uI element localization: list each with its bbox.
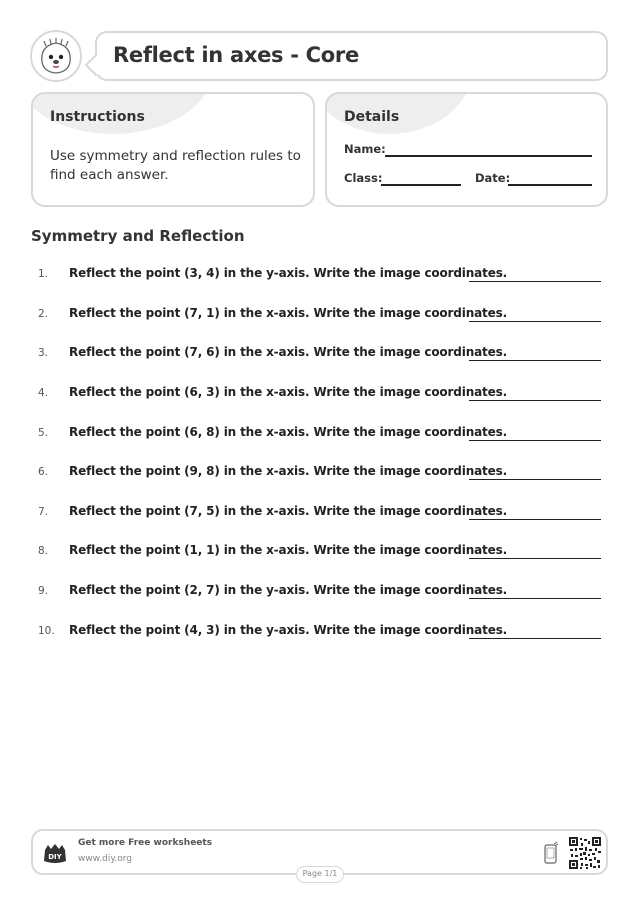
answer-line[interactable] [469,400,601,401]
answer-line[interactable] [469,479,601,480]
diy-logo-icon[interactable] [42,841,68,865]
section-title: Symmetry and Reflection [31,227,245,245]
date-label: Date: [475,171,511,185]
answer-line[interactable] [469,440,601,441]
question-number: 8. [38,545,49,557]
question-row [0,304,640,326]
question-number: 5. [38,427,49,439]
answer-line[interactable] [469,281,601,282]
phone-icon [543,841,559,865]
question-row [0,383,640,405]
question-text: Reflect the point (9, 8) in the x-axis. Write the image coordinates. [69,464,508,478]
answer-line[interactable] [469,638,601,639]
mascot-icon [30,30,82,82]
question-row [0,581,640,603]
logo-text: DIY [48,853,62,861]
class-label: Class: [344,171,383,185]
question-row [0,343,640,365]
question-number: 4. [38,387,49,399]
question-text: Reflect the point (4, 3) in the y-axis. Write the image coordinates. [69,623,508,637]
mascot-face-icon [32,32,80,80]
question-row [0,264,640,286]
answer-line[interactable] [469,519,601,520]
answer-line[interactable] [469,321,601,322]
instructions-text: Use symmetry and reflection rules to find each answer. [50,148,301,183]
question-number: 6. [38,466,49,478]
question-text: Reflect the point (7, 5) in the x-axis. Write the image coordinates. [69,504,508,518]
details-card [325,92,608,207]
name-label: Name: [344,142,386,156]
question-number: 3. [38,347,49,359]
question-row [0,423,640,445]
question-text: Reflect the point (1, 1) in the x-axis. Write the image coordinates. [69,543,508,557]
footer-promo: Get more Free worksheets [78,838,213,848]
answer-line[interactable] [469,558,601,559]
question-number: 1. [38,268,49,280]
question-row [0,541,640,563]
date-field[interactable] [508,184,592,186]
name-field[interactable] [385,155,592,157]
question-text: Reflect the point (6, 3) in the x-axis. Write the image coordinates. [69,385,508,399]
question-number: 9. [38,585,49,597]
answer-line[interactable] [469,360,601,361]
question-number: 2. [38,308,49,320]
instructions-card [31,92,315,207]
question-row [0,621,640,643]
question-row [0,462,640,484]
question-number: 10. [38,625,55,637]
title-banner [95,31,608,81]
question-text: Reflect the point (7, 1) in the x-axis. Write the image coordinates. [69,306,508,320]
question-text: Reflect the point (7, 6) in the x-axis. Write the image coordinates. [69,345,508,359]
question-text: Reflect the point (2, 7) in the y-axis. Write the image coordinates. [69,583,508,597]
question-number: 7. [38,506,49,518]
answer-line[interactable] [469,598,601,599]
qr-code-icon[interactable] [569,837,601,869]
question-row [0,502,640,524]
footer-link[interactable]: www.diy.org [78,854,132,864]
question-text: Reflect the point (3, 4) in the y-axis. Write the image coordinates. [69,266,508,280]
details-heading: Details [344,109,400,125]
page-title: Reflect in axes - Core [113,43,359,67]
instructions-heading: Instructions [50,109,145,125]
page-number: Page 1/1 [296,866,344,883]
class-field[interactable] [381,184,461,186]
question-text: Reflect the point (6, 8) in the x-axis. Write the image coordinates. [69,425,508,439]
